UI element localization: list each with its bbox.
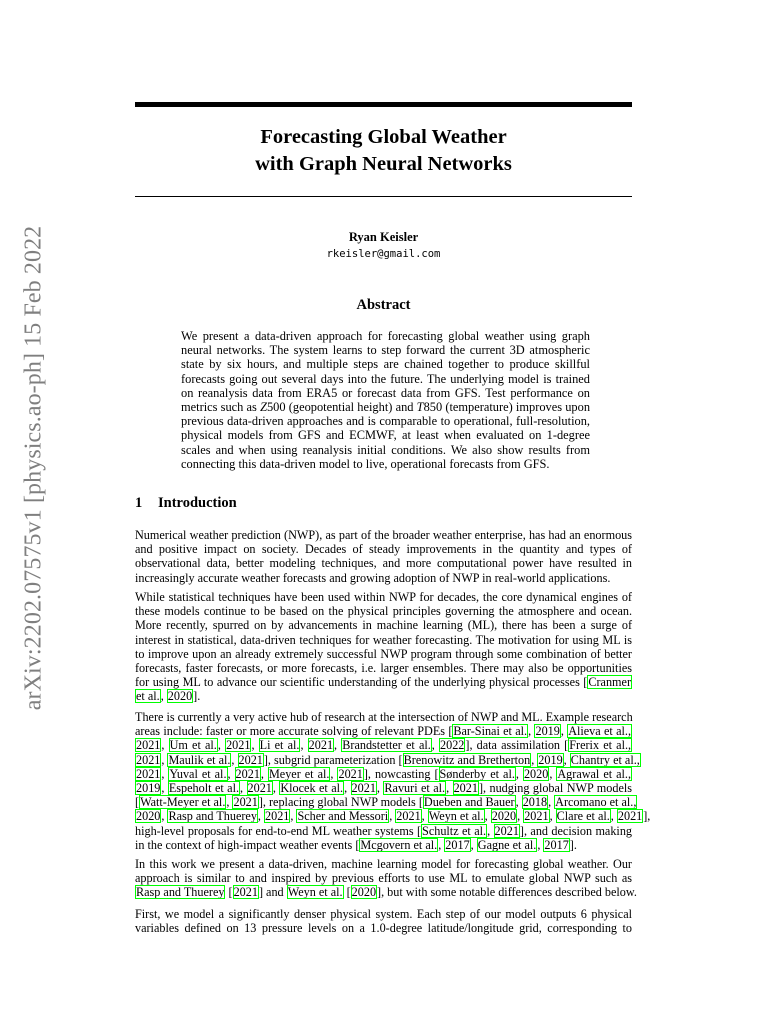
citation-link[interactable]: Frerix et al., <box>569 738 632 753</box>
paragraph-line <box>135 781 632 795</box>
citation-link[interactable]: Weyn et al. <box>287 885 343 900</box>
citation-link[interactable]: 2020 <box>167 689 193 704</box>
paragraph-text: , <box>260 766 268 781</box>
intro-paragraph-2 <box>135 590 632 704</box>
citation-link[interactable]: 2019 <box>538 752 563 767</box>
paragraph-line: and positive impact on society. Decades of steady improvements in the quantity and types of <box>135 542 632 557</box>
paragraph-line <box>135 689 632 703</box>
paragraph-text: ], nudging global NWP models <box>478 781 633 796</box>
paragraph-text: for using ML to advance our scientific understanding of the underlying physical processes [ <box>135 675 588 690</box>
paragraph-line <box>135 675 632 689</box>
citation-link[interactable]: Um et al. <box>169 738 217 753</box>
paragraph-text: , <box>549 766 557 781</box>
abstract-line: on reanalysis data from ERA5 or forecast data from GFS. Test performance on <box>181 385 590 400</box>
paper-title <box>135 124 632 178</box>
paragraph-text: , <box>376 781 384 796</box>
paragraph-line: to improve upon an already extremely successful NWP program through some combination of better <box>135 646 632 661</box>
citation-link[interactable]: Brenowitz and Bretherton <box>403 752 531 767</box>
paragraph-line <box>135 724 632 738</box>
paragraph-text: , <box>610 809 617 824</box>
citation-link[interactable]: 2021 <box>233 795 258 810</box>
paragraph-text: ], nowcasting [ <box>363 766 439 781</box>
section-title: Introduction <box>158 495 237 511</box>
paragraph-line: approach is similar to and inspired by previous efforts to use ML to emulate global NWP such as <box>135 871 632 886</box>
abstract-body <box>181 329 590 471</box>
paragraph-text: [ <box>225 885 233 900</box>
paragraph-line: There is currently a very active hub of research at the intersection of NWP and ML. Example research <box>135 710 633 724</box>
citation-link[interactable]: 2019 <box>535 724 560 739</box>
citation-link[interactable]: 2021 <box>265 809 290 824</box>
abstract-line: neural networks. The system learns to step forward the current 3D atmospheric <box>181 343 590 358</box>
citation-link[interactable]: Klocek et al. <box>280 781 344 796</box>
citation-link[interactable]: Arcomano et al., <box>555 795 637 810</box>
citation-link[interactable]: 2021 <box>453 781 478 796</box>
paragraph-text: , <box>470 837 477 852</box>
citation-link[interactable]: 2021 <box>136 738 161 753</box>
paragraph-text: high-level proposals for end-to-end ML weather systems [ <box>135 823 422 838</box>
paragraph-text: ]. <box>193 689 201 704</box>
paragraph-line: variables defined on 13 pressure levels on a 1.0-degree latitude/longitude grid, corresponding to <box>135 921 632 936</box>
abstract-line: connecting this data-driven model to live, operational forecasts from GFS. <box>181 456 550 471</box>
citation-link[interactable]: 2022 <box>440 738 465 753</box>
citation-link[interactable]: Watt-Meyer et al. <box>140 795 226 810</box>
citation-link[interactable]: Rasp and Thuerey <box>168 809 257 824</box>
citation-link[interactable]: Clare et al. <box>556 809 610 824</box>
paragraph-text: ]. <box>569 837 577 852</box>
title-top-rule <box>135 102 632 107</box>
citation-link[interactable]: Yuval et al. <box>169 766 227 781</box>
paragraph-text: , <box>227 766 235 781</box>
abstract-heading: Abstract <box>356 297 411 313</box>
paragraph-text: , <box>226 795 233 810</box>
citation-link[interactable]: 2020 <box>136 809 161 824</box>
citation-link[interactable]: Gagne et al. <box>477 837 537 852</box>
paragraph-text: , <box>257 809 265 824</box>
paragraph-text: , <box>528 724 535 739</box>
citation-link[interactable]: 2021 <box>351 781 376 796</box>
citation-link[interactable]: Rasp and Thuerey <box>136 885 225 900</box>
paragraph-text: [ <box>135 795 140 810</box>
citation-link[interactable]: 2021 <box>494 823 519 838</box>
paragraph-text: , <box>251 738 259 753</box>
paragraph-text: , <box>549 809 556 824</box>
citation-link[interactable]: 2021 <box>235 766 260 781</box>
abstract-line: previous data-driven approaches and is comparable to operational, full-resolution, <box>181 414 590 429</box>
paragraph-text: , <box>531 752 538 767</box>
paragraph-text: , <box>272 781 280 796</box>
arxiv-identifier-stamp <box>0 0 50 1024</box>
paper-title-line-2: with Graph Neural Networks <box>255 153 512 175</box>
abstract-metrics-line <box>181 400 590 414</box>
paragraph-text: , <box>161 809 168 824</box>
citation-link[interactable]: 2021 <box>233 885 258 900</box>
paragraph-line <box>135 795 637 810</box>
citation-link[interactable]: Cranmer <box>588 675 631 690</box>
math-variable: T <box>416 400 424 415</box>
paragraph-line: Numerical weather prediction (NWP), as part of the broader weather enterprise, has had an enormous <box>135 528 632 542</box>
citation-link[interactable]: 2017 <box>544 837 569 852</box>
citation-link[interactable]: 2018 <box>522 795 548 810</box>
citation-link[interactable]: 2021 <box>396 809 421 824</box>
paragraph-text: , <box>330 766 338 781</box>
citation-link[interactable]: Agrawal et al., <box>557 766 632 781</box>
citation-link[interactable]: 2021 <box>247 781 272 796</box>
paragraph-text: , <box>515 795 522 810</box>
metrics-text: (geopotential height) and <box>285 400 417 415</box>
paragraph-text: , <box>487 823 494 838</box>
paragraph-text: , <box>446 781 453 796</box>
citation-link[interactable]: Li et al. <box>259 738 300 753</box>
paragraph-text: , <box>560 724 568 739</box>
paragraph-text: , <box>537 837 544 852</box>
title-bottom-rule <box>135 196 632 197</box>
abstract-line: We present a data-driven approach for forecasting global weather using graph <box>181 329 590 343</box>
paragraph-text: ] and <box>258 885 287 900</box>
math-number: 500 <box>266 400 286 415</box>
citation-link[interactable]: 2020 <box>523 766 549 781</box>
section-number: 1 <box>135 495 143 511</box>
abstract-line: state by six hours, and multiple steps are chained together to produce skillful <box>181 357 590 372</box>
citation-link[interactable]: 2019 <box>136 781 161 796</box>
citation-link[interactable]: 2021 <box>226 738 251 753</box>
paragraph-text: , <box>438 837 445 852</box>
paper-title-line-1: Forecasting Global Weather <box>260 126 507 148</box>
paragraph-text: ], replacing global NWP models [ <box>258 795 423 810</box>
paragraph-text: ], subgrid parameterization [ <box>263 752 403 767</box>
paragraph-text: , <box>231 752 238 767</box>
paragraph-text: , <box>334 738 342 753</box>
paragraph-line: these models continue to be based on the physical principles governing the atmosphere and ocean. <box>135 604 632 619</box>
paragraph-text: [ <box>343 885 351 900</box>
paragraph-text: in the context of high-impact weather events [ <box>135 837 360 852</box>
paragraph-line: increasingly accurate weather forecasts and growing adoption of NWP in real-world applications. <box>135 570 611 585</box>
citation-link[interactable]: 2020 <box>491 809 517 824</box>
paragraph-text: , <box>217 738 226 753</box>
citation-link[interactable]: 2017 <box>445 837 470 852</box>
intro-paragraph-1 <box>135 528 632 585</box>
author-email[interactable]: rkeisler@gmail.com <box>326 248 441 260</box>
paragraph-text: ], <box>643 809 651 824</box>
paragraph-text: , <box>300 738 308 753</box>
citation-link[interactable]: 2020 <box>351 885 377 900</box>
intro-paragraph-3 <box>135 710 651 852</box>
abstract-line: forecasts going out several days into the future. The underlying model is trained <box>181 371 590 386</box>
paragraph-line: First, we model a significantly denser physical system. Each step of our model outputs 6 physical <box>135 907 632 921</box>
intro-paragraph-5 <box>135 907 632 935</box>
paragraph-text: , <box>161 738 169 753</box>
paragraph-line: More recently, spurred on by advancements in machine learning (ML), there has been a surge of <box>135 618 632 633</box>
paragraph-text: areas include: faster or more accurate solving of relevant PDEs [ <box>135 724 453 739</box>
paragraph-text: , <box>515 766 523 781</box>
paragraph-line: While statistical techniques have been used within NWP for decades, the core dynamical engines of <box>135 590 632 604</box>
citation-link[interactable]: et al. <box>136 689 160 704</box>
paragraph-line: In this work we present a data-driven, machine learning model for forecasting global weather. Our <box>135 857 632 871</box>
citation-link[interactable]: Maulik et al. <box>168 752 231 767</box>
section-heading-introduction <box>135 494 237 512</box>
citation-link[interactable]: Chantry et al., <box>570 752 640 767</box>
paragraph-line <box>135 767 632 781</box>
citation-link[interactable]: 2021 <box>338 766 363 781</box>
paragraph-text: ], and decision making <box>519 823 633 838</box>
citation-link[interactable]: Brandstetter et al. <box>342 738 431 753</box>
paragraph-text: , <box>389 809 396 824</box>
paragraph-text: , <box>161 766 169 781</box>
citation-link[interactable]: Weyn et al. <box>428 809 484 824</box>
citation-link[interactable]: 2021 <box>524 809 549 824</box>
citation-link[interactable]: Sønderby et al. <box>439 766 515 781</box>
citation-link[interactable]: Meyer et al. <box>268 766 330 781</box>
intro-paragraph-4 <box>135 857 637 900</box>
paragraph-text: , <box>161 752 168 767</box>
citation-link[interactable]: 2021 <box>617 809 643 824</box>
citation-link[interactable]: Dueben and Bauer <box>423 795 515 810</box>
metrics-text: (temperature) improves upon <box>442 400 591 415</box>
paragraph-text: , <box>344 781 351 796</box>
citation-link[interactable]: Bar-Sinai et al. <box>453 724 528 739</box>
paragraph-line: interest in statistical, data-driven techniques for weather forecasting. The motivation for using ML is <box>135 632 632 647</box>
citation-link[interactable]: Schultz et al. <box>422 823 487 838</box>
math-variable: Z <box>260 400 267 415</box>
citation-link[interactable]: Alieva et al., <box>568 724 631 739</box>
paragraph-text: , <box>240 781 247 796</box>
author-name: Ryan Keisler <box>348 230 419 244</box>
citation-link[interactable]: 2021 <box>308 738 334 753</box>
paragraph-line <box>135 838 632 852</box>
paragraph-line <box>135 885 637 900</box>
paragraph-line <box>135 752 640 767</box>
math-number: 850 <box>423 400 443 415</box>
metrics-text: metrics such as <box>181 400 261 415</box>
paragraph-text: , <box>484 809 491 824</box>
paragraph-line <box>135 809 651 824</box>
paragraph-line <box>135 824 632 838</box>
citation-link[interactable]: Espeholt et al. <box>168 781 240 796</box>
paragraph-text: , <box>563 752 570 767</box>
paragraph-text: , <box>290 809 297 824</box>
paragraph-text: , <box>517 809 524 824</box>
paragraph-text: ], data assimilation [ <box>465 738 569 753</box>
paragraph-text: , <box>421 809 428 824</box>
paragraph-line: observational data, better modeling techniques, and more computational power have resulted in <box>135 556 632 571</box>
paragraph-text: ], but with some notable differences described below. <box>377 885 637 900</box>
abstract-line: physical models from GFS and ECMWF, at least when evaluated on 1-degree <box>181 428 590 443</box>
abstract-line: scales and when using reanalysis initial conditions. We also show results from <box>181 442 590 457</box>
paragraph-text: , <box>160 689 167 704</box>
paragraph-line: forecasts, faster forecasts, or more forecasts, i.e. larger ensembles. There may also be opportunities <box>135 661 632 676</box>
citation-link[interactable]: 2021 <box>238 752 263 767</box>
paragraph-line <box>135 738 632 752</box>
paragraph-text: , <box>161 781 168 796</box>
citation-link[interactable]: Scher and Messori <box>297 809 389 824</box>
paragraph-text: , <box>431 738 440 753</box>
citation-link[interactable]: Ravuri et al. <box>384 781 446 796</box>
citation-link[interactable]: Mcgovern et al. <box>360 837 438 852</box>
citation-link[interactable]: 2021 <box>136 766 161 781</box>
arxiv-identifier-text: arXiv:2202.07575v1 [physics.ao-ph] 15 Feb 2022 <box>20 225 47 711</box>
paragraph-text: , <box>548 795 555 810</box>
citation-link[interactable]: 2021 <box>136 752 161 767</box>
